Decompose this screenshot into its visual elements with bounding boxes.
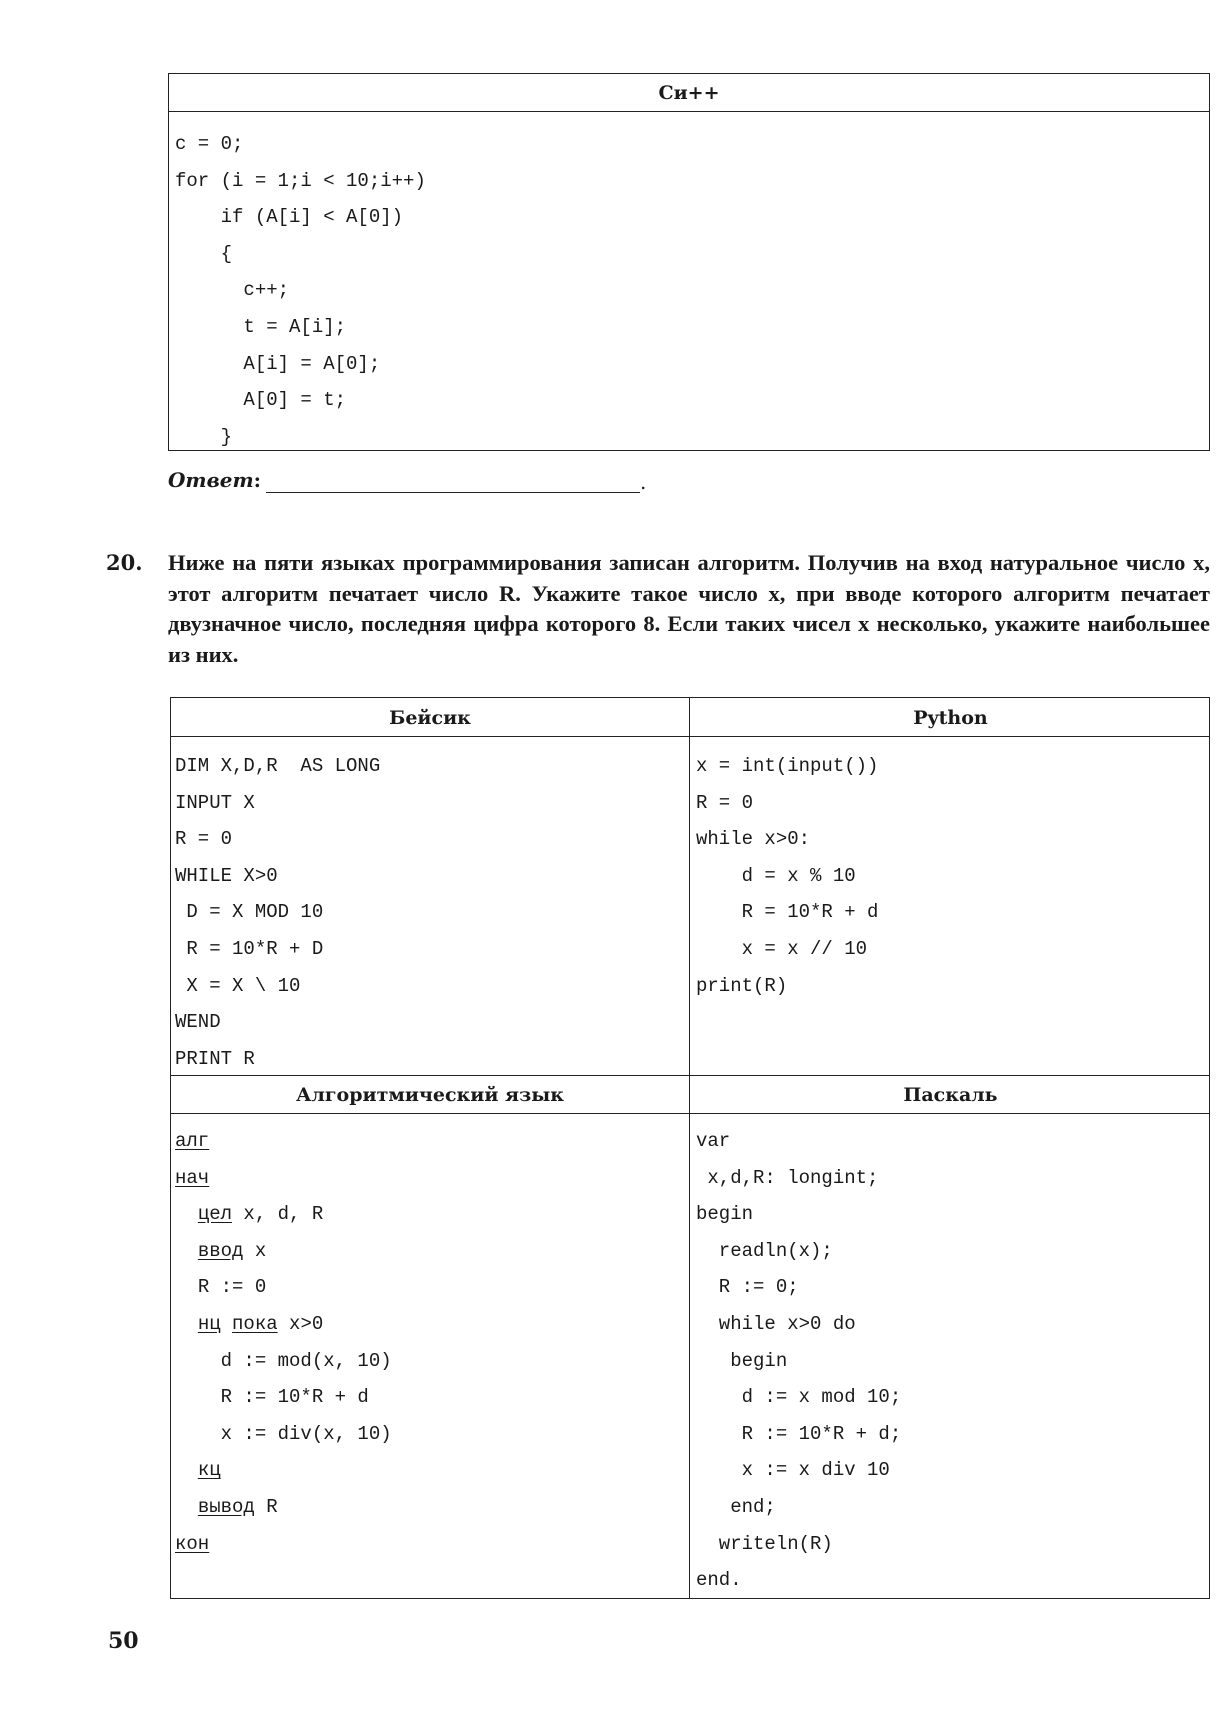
python-header: Python: [913, 707, 988, 729]
code-line: A[i] = A[0];: [175, 352, 381, 375]
keyword: нач: [175, 1166, 210, 1189]
code-text: x := div(x, 10): [220, 1422, 392, 1445]
code-text: x, d, R: [232, 1203, 324, 1226]
code-text: d := mod(x, 10): [220, 1349, 392, 1372]
table-row-divider: [171, 1113, 1209, 1114]
code-line: d := x mod 10;: [696, 1386, 902, 1409]
code-line: x = int(input()): [696, 755, 879, 777]
code-text: R := 0: [197, 1276, 267, 1299]
code-line: [175, 1160, 209, 1197]
code-line: PRINT R: [175, 1047, 255, 1070]
algo-code: [175, 1123, 392, 1635]
code-line: print(R): [696, 974, 788, 997]
code-line: }: [175, 425, 233, 448]
keyword: кон: [175, 1532, 210, 1555]
code-line: t = A[i];: [175, 316, 347, 338]
code-line: [175, 1526, 209, 1563]
table-row-divider: [171, 736, 1209, 737]
code-line: R := 0;: [696, 1276, 799, 1299]
code-line: [175, 1196, 323, 1233]
code-line: readln(x);: [696, 1239, 833, 1262]
answer-dot: .: [640, 470, 647, 494]
code-line: INPUT X: [175, 791, 255, 814]
code-line: end;: [696, 1496, 776, 1518]
code-line: [175, 1233, 266, 1270]
code-line: [175, 1343, 392, 1380]
answer-colon: :: [253, 468, 261, 492]
code-line: writeln(R): [696, 1532, 833, 1555]
code-line: R = 0: [696, 791, 754, 814]
algo-header: Алгоритмический язык: [296, 1084, 564, 1106]
keyword: пока: [232, 1313, 278, 1335]
code-line: c = 0;: [175, 133, 244, 155]
code-line: [175, 1416, 392, 1453]
question-text: Ниже на пяти языках программирования записан алгоритм. Получив на вход натуральное число x, этот алгоритм печатает число R. Укажите такое число x, при вводе которого алгоритм печатает двузначное число, последняя цифра которого 8. Если таких чисел x несколько, укажите наибольшее из них.: [168, 550, 1210, 667]
code-line: [175, 1269, 266, 1306]
code-line: [175, 1489, 278, 1526]
code-line: [175, 1379, 369, 1416]
code-text: R := 10*R + d: [220, 1386, 369, 1409]
code-line: end.: [696, 1569, 742, 1592]
basic-header: Бейсик: [389, 707, 471, 729]
code-line: d = x % 10: [696, 864, 856, 887]
code-line: while x>0:: [696, 828, 811, 851]
page-number: 50: [108, 1628, 139, 1654]
code-line: WEND: [175, 1011, 221, 1034]
pascal-code: [696, 1123, 902, 1672]
code-line: R = 10*R + d: [696, 901, 879, 924]
answer-label-text: Ответ: [168, 468, 254, 492]
cpp-code-box: [168, 73, 1210, 451]
code-line: X = X \ 10: [175, 974, 301, 997]
code-text: x>0: [277, 1313, 324, 1335]
code-line: c++;: [175, 279, 290, 302]
pascal-header: Паскаль: [903, 1084, 998, 1106]
cpp-header-divider: [169, 111, 1209, 112]
code-line: [175, 1306, 323, 1343]
code-text: x: [243, 1239, 267, 1262]
code-line: if (A[i] < A[0]): [175, 206, 404, 229]
code-line: for (i = 1;i < 10;i++): [175, 169, 426, 192]
table-row-divider: [171, 1075, 1209, 1076]
python-code: [696, 748, 879, 1077]
keyword: ввод: [197, 1239, 244, 1262]
keyword: нц: [197, 1313, 221, 1335]
keyword: алг: [175, 1130, 210, 1152]
code-line: R = 0: [175, 828, 233, 851]
code-line: x = x // 10: [696, 938, 868, 960]
answer-label: [168, 468, 261, 492]
code-line: A[0] = t;: [175, 389, 347, 412]
code-line: var: [696, 1130, 731, 1152]
keyword: вывод: [197, 1496, 255, 1518]
code-line: R := 10*R + d;: [696, 1422, 902, 1445]
code-line: begin: [696, 1349, 788, 1372]
keyword: кц: [197, 1459, 221, 1482]
code-line: WHILE X>0: [175, 864, 278, 887]
code-line: D = X MOD 10: [175, 901, 324, 924]
cpp-header: Си++: [658, 82, 720, 104]
keyword: цел: [197, 1203, 233, 1226]
code-line: begin: [696, 1203, 754, 1226]
code-line: DIM X,D,R AS LONG: [175, 755, 381, 777]
code-line: x,d,R: longint;: [696, 1166, 879, 1189]
question-number: 20.: [106, 550, 143, 575]
code-line: R = 10*R + D: [175, 938, 324, 960]
code-table: [170, 697, 1210, 1599]
answer-blank[interactable]: [266, 492, 640, 493]
code-line: {: [175, 242, 233, 265]
code-line: [175, 1123, 209, 1160]
code-line: while x>0 do: [696, 1313, 856, 1335]
code-line: x := x div 10: [696, 1459, 890, 1482]
code-line: [175, 1452, 221, 1489]
table-column-divider: [689, 698, 690, 1598]
code-text: R: [254, 1496, 278, 1518]
